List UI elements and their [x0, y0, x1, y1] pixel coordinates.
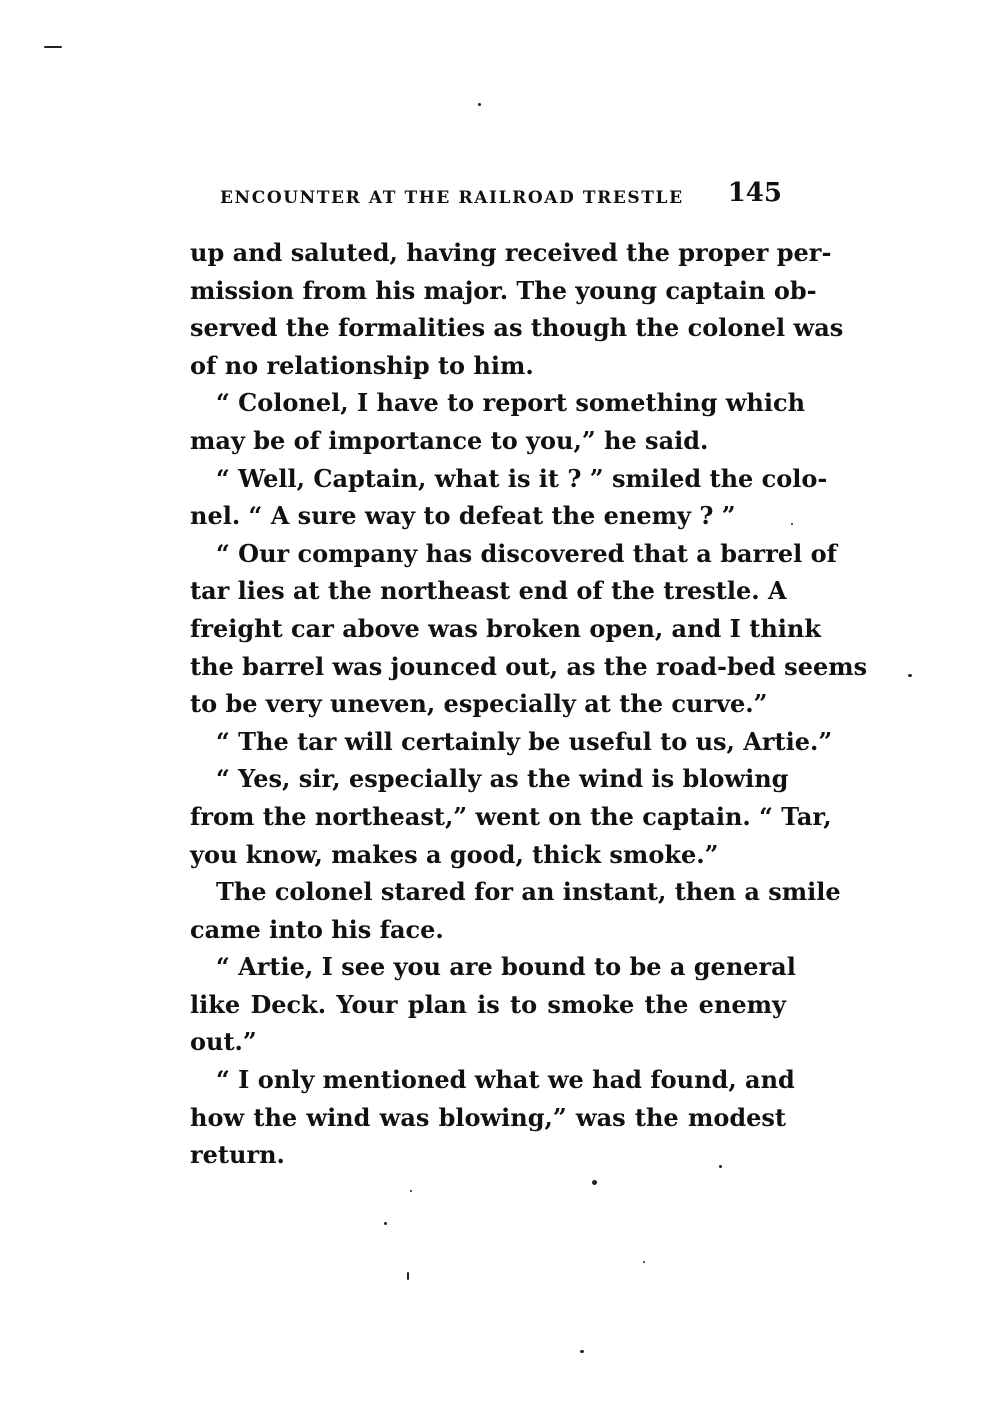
- running-title: ENCOUNTER AT THE RAILROAD TRESTLE: [220, 188, 684, 208]
- text-line: out.”: [190, 1027, 257, 1057]
- text-line: how the wind was blowing,” was the modest: [190, 1102, 786, 1132]
- print-speck: [478, 103, 481, 106]
- text-line: may be of importance to you,” he said.: [190, 425, 709, 455]
- print-speck: [719, 1165, 722, 1168]
- text-line: “ I only mentioned what we had found, and: [216, 1065, 795, 1095]
- print-speck: [384, 1222, 387, 1225]
- print-speck: [580, 1350, 584, 1353]
- text-line: up and saluted, having received the proper per-: [190, 238, 832, 267]
- text-line: The colonel stared for an instant, then a smile: [216, 877, 841, 907]
- running-header: [190, 178, 786, 214]
- text-line: freight car above was broken open, and I think: [190, 613, 821, 643]
- text-line: “ Our company has discovered that a barrel of: [216, 538, 837, 568]
- text-line: served the formalities as though the colonel was: [190, 313, 844, 343]
- text-line: “ Yes, sir, especially as the wind is blowing: [216, 764, 789, 794]
- text-line: return.: [190, 1140, 285, 1170]
- text-line: you know, makes a good, thick smoke.”: [190, 839, 719, 869]
- text-line: came into his face.: [190, 914, 444, 944]
- text-line: “ The tar will certainly be useful to us, Artie.”: [216, 726, 833, 756]
- text-line: “ Colonel, I have to report something which: [216, 388, 806, 418]
- text-line: of no relationship to him.: [190, 350, 534, 380]
- text-line: from the northeast,” went on the captain. “ Tar,: [190, 801, 832, 831]
- text-line: “ Well, Captain, what is it ? ” smiled the colo-: [216, 463, 828, 493]
- print-speck: [908, 674, 912, 677]
- text-line: nel. “ A sure way to defeat the enemy ? ”: [190, 501, 736, 531]
- print-speck: [791, 523, 793, 525]
- text-line: like Deck. Your plan is to smoke the enemy: [190, 989, 786, 1019]
- text-line: to be very uneven, especially at the curve.”: [190, 689, 768, 719]
- print-speck: [44, 46, 62, 48]
- text-line: tar lies at the northeast end of the trestle. A: [190, 576, 787, 606]
- print-speck: [407, 1272, 409, 1280]
- text-line: mission from his major. The young captain ob-: [190, 275, 817, 305]
- text-line: the barrel was jounced out, as the road-bed seems: [190, 651, 868, 681]
- print-speck: [592, 1180, 597, 1185]
- print-speck: [643, 1261, 645, 1263]
- text-line: “ Artie, I see you are bound to be a general: [216, 952, 796, 982]
- body-text: [190, 234, 868, 1174]
- print-speck: [410, 1190, 412, 1192]
- page-number: 145: [727, 178, 782, 208]
